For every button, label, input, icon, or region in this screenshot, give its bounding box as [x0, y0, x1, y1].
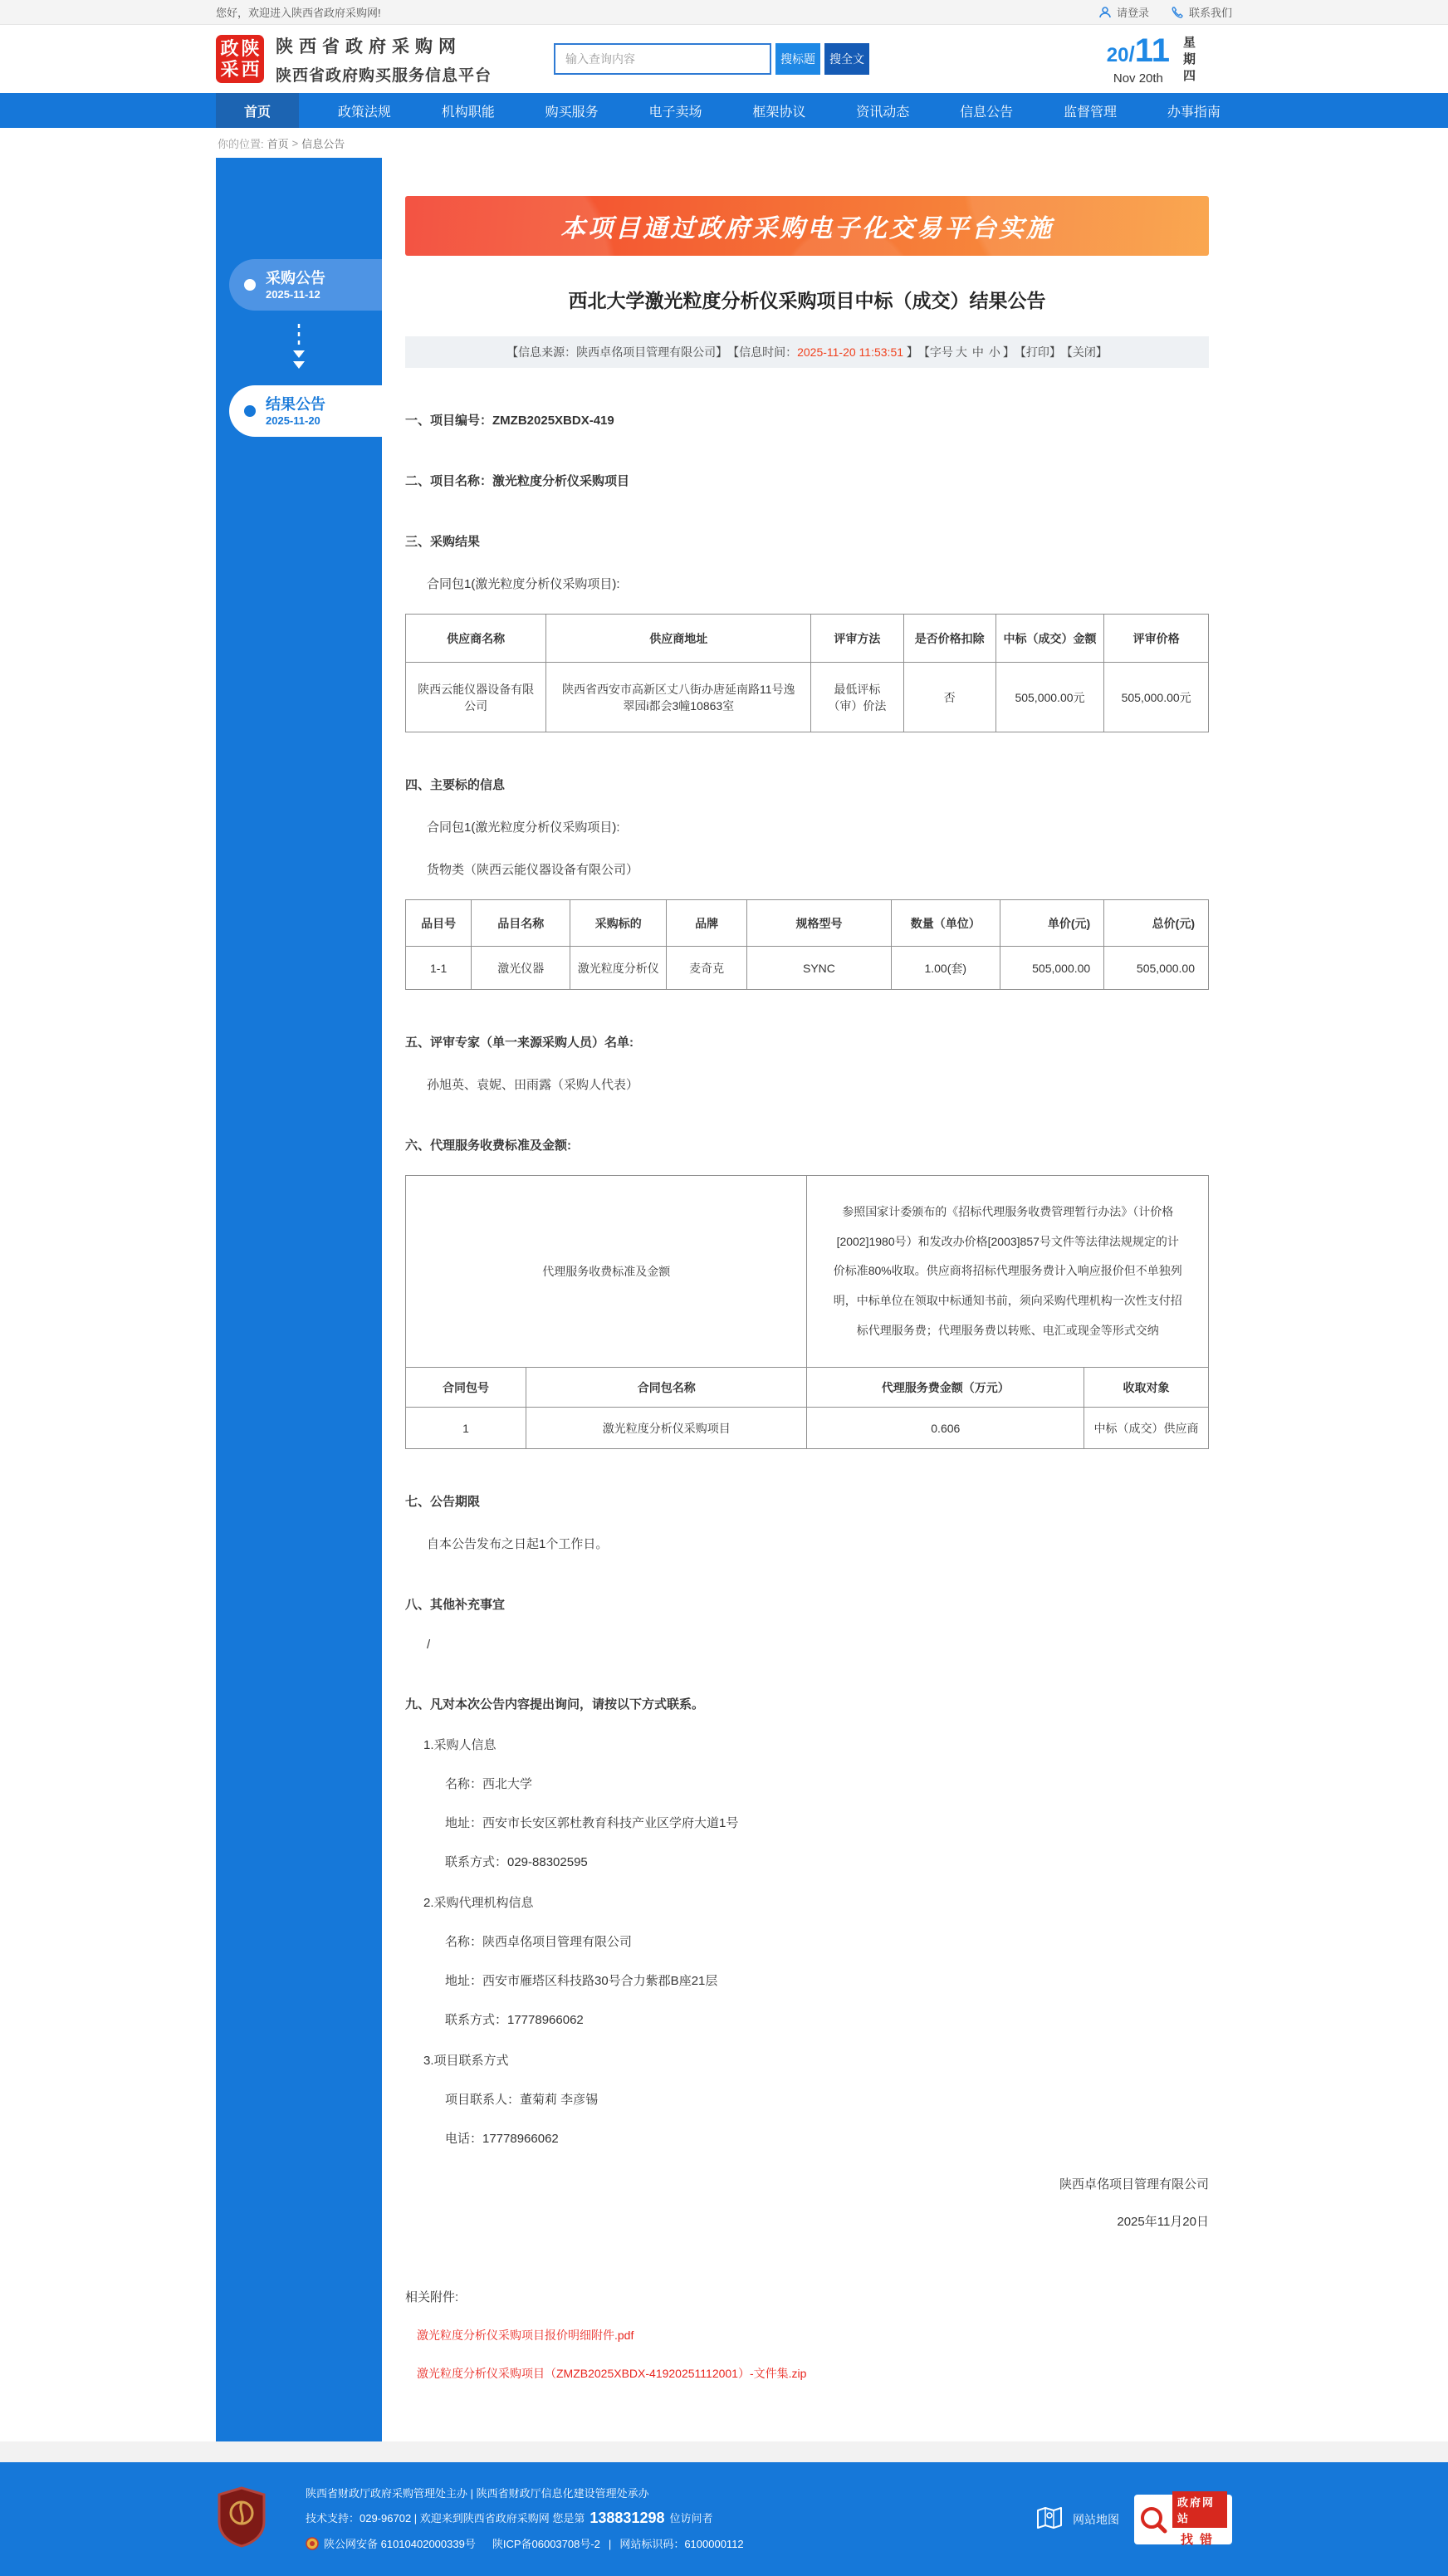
fee-amount-cell: 0.606: [807, 1408, 1084, 1449]
experts-list: 孙旭英、袁妮、田雨露（采购人代表）: [427, 1078, 639, 1092]
date-english: Nov 20th: [1113, 71, 1163, 86]
attachments-label: 相关附件:: [405, 2290, 459, 2305]
section-project-number: 一、项目编号：ZMZB2025XBDX-419: [405, 414, 614, 428]
agency-info: 2.采购代理机构信息 名称：陕西卓佲项目管理有限公司 地址：西安市雁塔区科技路30号合力紫郡B座21层 联系方式：17778966062: [423, 1896, 718, 2028]
supplier-name-cell: 陕西云能仪器设备有限公司: [406, 663, 546, 732]
nav-item-news[interactable]: 资讯动态: [856, 105, 910, 120]
security-badge-icon: [306, 2537, 319, 2550]
sidebar-item-result-notice[interactable]: 结果公告 2025-11-20: [229, 385, 382, 437]
pre-footer-strip: [0, 2441, 1448, 2462]
supplier-result-table: [405, 614, 1209, 732]
section-agency-fee: 六、代理服务收费标准及金额:: [405, 1139, 571, 1153]
nav-item-guide[interactable]: 办事指南: [1167, 105, 1221, 120]
icp-record-number: 陕ICP备06003708号-2: [492, 2537, 600, 2550]
section-contact-info: 九、凡对本次公告内容提出询问，请按以下方式联系。 1.采购人信息 名称：西北大学 地址：西安市长安区郭杜教育科技产业区学府大道1号 联系方式：029-88302595 2.采购代理机构信息 名称：陕西卓佲项目管理有限公司 地址：西安市雁塔区科技路30号合力紫郡B座21层 联系方式：17778966062 3.项目联系方式 项目联系人：董菊莉 李彦锡 电话：17778966062: [405, 1695, 1209, 2147]
contract-package-line: 合同包1(激光粒度分析仪采购项目):: [427, 577, 620, 591]
brand-block: [276, 33, 492, 86]
fee-payer-cell: 中标（成交）供应商: [1084, 1408, 1209, 1449]
sidebar-item-procurement-notice[interactable]: 采购公告 2025-11-12: [229, 259, 382, 311]
flow-arrow-icon: [216, 311, 382, 385]
agency-fee-label-cell: 代理服务收费标准及金额: [406, 1176, 807, 1368]
review-price-cell: 505,000.00元: [1104, 663, 1209, 732]
project-number: ZMZB2025XBDX-419: [492, 414, 614, 428]
purchaser-info: 1.采购人信息 名称：西北大学 地址：西安市长安区郭杜教育科技产业区学府大道1号 联系方式：029-88302595: [423, 1738, 739, 1870]
site-header: [0, 25, 1448, 93]
section-notice-period: 七、公告期限 自本公告发布之日起1个工作日。: [405, 1495, 609, 1552]
signoff-date: 2025年11月20日: [1117, 2215, 1209, 2230]
search-box: [554, 43, 869, 75]
unit-price-cell: 505,000.00: [1000, 947, 1104, 990]
table-row: [406, 1408, 1209, 1449]
item-detail-table: [405, 899, 1209, 990]
footer-line1: 陕西省财政厅政府采购管理处主办 | 陕西省财政厅信息化建设管理处承办: [306, 2487, 649, 2500]
table-header-row: 合同包号 合同包名称 代理服务费金额（万元） 收取对象: [406, 1368, 1209, 1408]
police-record-number: 陕公网安备 61010402000339号: [324, 2537, 476, 2550]
welcome-text: 您好，欢迎进入陕西省政府采购网!: [216, 7, 381, 19]
subject-cell: 激光粒度分析仪: [570, 947, 667, 990]
date-day: 20: [1106, 44, 1129, 66]
user-icon: [1098, 6, 1112, 19]
map-icon: [1036, 2505, 1064, 2533]
attachment-zip-link[interactable]: 激光粒度分析仪采购项目（ZMZB2025XBDX-41920251112001）-文件集.zip: [417, 2367, 807, 2381]
contact-link[interactable]: 联系我们: [1171, 4, 1232, 20]
agency-fee-table: [405, 1175, 1209, 1449]
top-bar: [0, 0, 1448, 25]
search-input[interactable]: [554, 43, 771, 75]
site-name: 陕西省政府采购网: [276, 37, 462, 56]
quantity-cell: 1.00(套): [891, 947, 1000, 990]
supplier-address-cell: 陕西省西安市高新区丈八街办唐延南路11号逸翠园i都会3幢10863室: [546, 663, 811, 732]
footer-line3: 陕公网安备 61010402000339号 陕ICP备06003708号-2 | 网站标识码：6100000112: [306, 2537, 744, 2550]
nav-item-announcements[interactable]: 信息公告: [960, 105, 1014, 120]
print-button[interactable]: 【打印】: [1014, 345, 1061, 359]
review-method-cell: 最低评标（审）价法: [811, 663, 903, 732]
item-name-cell: 激光仪器: [472, 947, 570, 990]
nav-item-supervision[interactable]: 监督管理: [1064, 105, 1118, 120]
nav-item-framework[interactable]: 框架协议: [752, 105, 806, 120]
agency-fee-policy-cell: 参照国家计委颁布的《招标代理服务收费管理暂行办法》（计价格[2002]1980号）和发改办价格[2003]857号文件等法律法规规定的计价标准80%收取。供应商将招标代理服务费计入响应报价但不单独列明，中标单位在领取中标通知书前，须向采购代理机构一次性支付招标代理服务费；代理服务费以转账、电汇或现金等形式交纳: [807, 1176, 1209, 1368]
table-header-row: 品目号 品目名称 采购标的 品牌 规格型号 数量（单位） 单价(元) 总价(元): [406, 900, 1209, 947]
package-no-cell: 1: [406, 1408, 526, 1449]
article-content: [382, 158, 1232, 2441]
shield-badge-icon: [216, 2486, 267, 2552]
breadcrumb-current-link[interactable]: 信息公告: [301, 137, 345, 150]
site-footer: [0, 2462, 1448, 2576]
project-contact-info: 3.项目联系方式 项目联系人：董菊莉 李彦锡 电话：17778966062: [423, 2054, 599, 2147]
section-project-name: 二、项目名称：激光粒度分析仪采购项目: [405, 474, 630, 488]
platform-banner: 本项目通过政府采购电子化交易平台实施: [405, 196, 1209, 256]
search-title-button[interactable]: 搜标题: [775, 43, 820, 75]
nav-item-policies[interactable]: 政策法规: [337, 105, 391, 120]
main-nav: [0, 93, 1448, 128]
section-main-subject: 四、主要标的信息 合同包1(激光粒度分析仪采购项目): 货物类（陕西云能仪器设备有限公司）: [405, 778, 639, 877]
page-title: 西北大学激光粒度分析仪采购项目中标（成交）结果公告: [568, 290, 1046, 311]
section-procurement-result: 三、采购结果 合同包1(激光粒度分析仪采购项目):: [405, 532, 1209, 592]
award-amount-cell: 505,000.00元: [996, 663, 1104, 732]
package-name-cell: 激光粒度分析仪采购项目: [526, 1408, 807, 1449]
timeline-sidebar: [216, 158, 382, 2441]
login-link[interactable]: 请登录: [1098, 4, 1149, 20]
error-report-icon: [1139, 2505, 1167, 2534]
date-month: 11: [1134, 32, 1170, 69]
model-cell: SYNC: [746, 947, 891, 990]
fontsize-small-button[interactable]: 小: [988, 345, 1000, 359]
signoff-block: [405, 2175, 1209, 2230]
date-block: 20/11 Nov 20th 星期四: [1106, 32, 1196, 86]
breadcrumb: 你的位置: 首页 > 信息公告: [218, 136, 345, 150]
attachment-pdf-link[interactable]: 激光粒度分析仪采购项目报价明细附件.pdf: [417, 2329, 634, 2343]
weekday-text: 星期四: [1181, 36, 1196, 86]
info-source: 【信息来源：陕西卓佲项目管理有限公司】: [506, 345, 728, 359]
nav-item-functions[interactable]: 机构职能: [441, 105, 495, 120]
nav-item-home[interactable]: 首页: [216, 93, 299, 128]
section-experts: 五、评审专家（单一来源采购人员）名单: 孙旭英、袁妮、田雨露（采购人代表）: [405, 1033, 1209, 1093]
table-header-row: 供应商名称 供应商地址 评审方法 是否价格扣除 中标（成交）金额 评审价格: [406, 615, 1209, 663]
fontsize-medium-button[interactable]: 中: [971, 345, 984, 359]
visitor-count: 138831298: [589, 2510, 665, 2527]
nav-item-purchase-service[interactable]: 购买服务: [545, 105, 599, 120]
breadcrumb-home-link[interactable]: 首页: [267, 137, 289, 150]
gov-site-error-report-badge[interactable]: 政府网站 找错: [1134, 2495, 1232, 2544]
search-fulltext-button[interactable]: 搜全文: [824, 43, 869, 75]
close-button[interactable]: 【关闭】: [1060, 345, 1108, 359]
brand-cell: 麦奇克: [667, 947, 747, 990]
project-name: 激光粒度分析仪采购项目: [492, 474, 630, 488]
bullet-dot-icon: [244, 405, 256, 417]
price-deduction-cell: 否: [903, 663, 996, 732]
phone-icon: [1171, 6, 1184, 19]
site-logo: 政 陕 采 西: [216, 35, 264, 83]
info-time: 2025-11-20 11:53:51: [797, 345, 904, 359]
meta-bar: 【信息来源：陕西卓佲项目管理有限公司】 【信息时间： 2025-11-20 11:53:51 】 【字号 大 中 小 】 【打印】 【关闭】: [405, 336, 1209, 368]
site-id-code: 网站标识码：6100000112: [619, 2537, 744, 2550]
fontsize-large-button[interactable]: 大: [955, 345, 967, 359]
section-other-matters: 八、其他补充事宜 /: [405, 1598, 506, 1653]
site-subtitle: 陕西省政府购买服务信息平台: [276, 66, 492, 85]
bullet-dot-icon: [244, 279, 256, 291]
sitemap-link[interactable]: 网站地图: [1036, 2505, 1119, 2533]
total-price-cell: 505,000.00: [1104, 947, 1209, 990]
item-no-cell: 1-1: [406, 947, 472, 990]
nav-item-emall[interactable]: 电子卖场: [648, 105, 702, 120]
footer-line2: 技术支持：029-96702 | 欢迎来到陕西省政府采购网 您是第 138831298 位访问者: [306, 2510, 713, 2527]
main-area: [216, 158, 1232, 2441]
table-row: [406, 663, 1209, 732]
table-row: [406, 947, 1209, 990]
signoff-company: 陕西卓佲项目管理有限公司: [1059, 2177, 1209, 2192]
